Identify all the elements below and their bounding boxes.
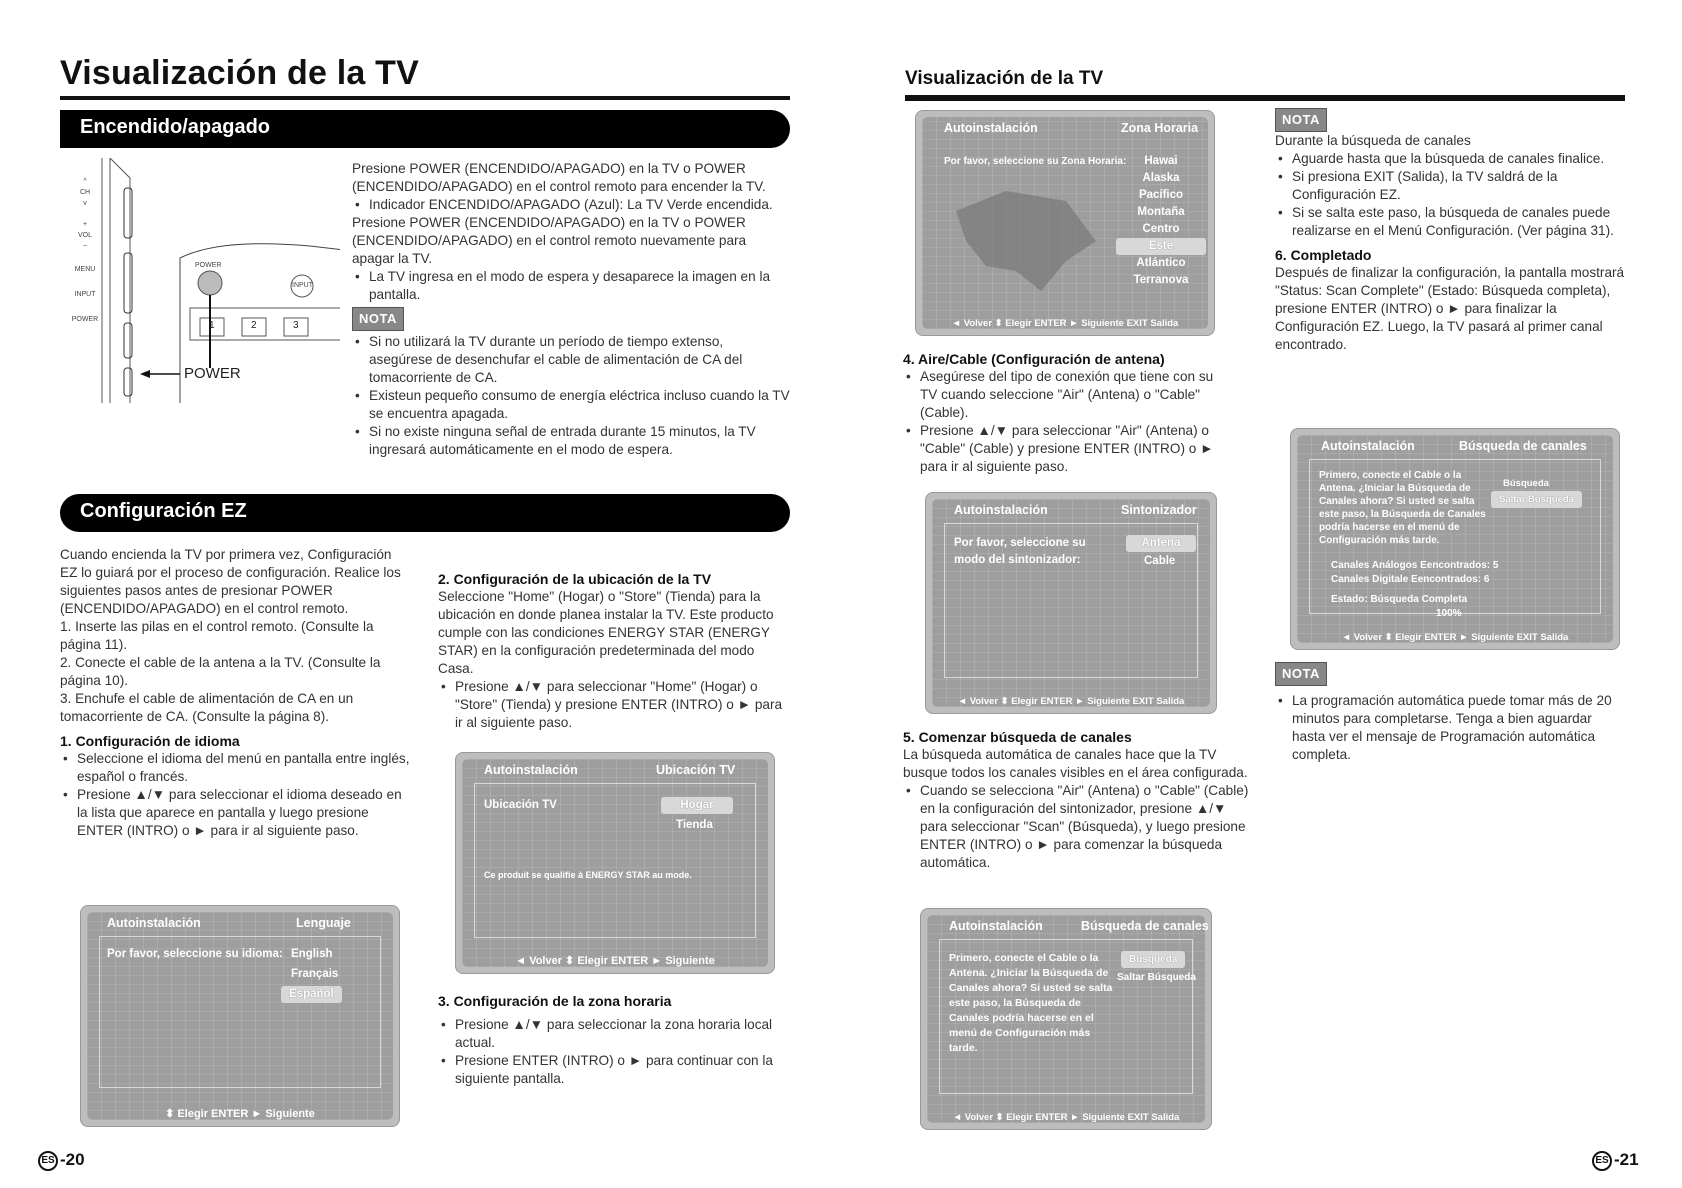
nota1-item: • Aguarde hasta que la búsqueda de canales finalice. (1275, 150, 1625, 168)
nota2-column (1275, 662, 1625, 764)
power-instructions (352, 160, 790, 459)
screen-prompt: Por favor, seleccione su modo del sintonizador: (954, 537, 1086, 566)
ch-up-icon: ^ (83, 178, 87, 185)
screen-footer: ◄ Volver ⬍ Elegir ENTER ► Siguiente EXIT Salida (951, 318, 1179, 329)
step1-item: • Seleccione el idioma del menú en pantalla entre inglés, español o francés. (60, 750, 410, 786)
screen-header-right: Lenguaje (296, 916, 351, 930)
step2-heading: 2. Configuración de la ubicación de la TV (438, 571, 712, 587)
nota-item: • Si no utilizará la TV durante un período de tiempo extenso, asegúrese de desenchufar el cable de alimentación de CA del tomacorriente de CA. (352, 333, 790, 387)
screen-option: Alaska (1142, 172, 1180, 184)
nota-item: • Si no existe ninguna señal de entrada durante 15 minutos, la TV ingresará automáticamente en el modo de espera. (352, 423, 790, 459)
remote-btn-1: 1 (209, 320, 215, 331)
screen-option: Hawai (1144, 155, 1178, 167)
screen-note: Ce produit se qualifie à ENERGY STAR au mode. (484, 870, 692, 880)
screen-option: Français (291, 968, 339, 980)
step2-text: Seleccione "Home" (Hogar) o "Store" (Tienda) para la ubicación en donde planea instalar la TV. Este producto cumple con las condiciones ENERGY STAR (ENERGY STAR) en la configuración predeterminada del modo Casa. (438, 589, 774, 676)
tv-side-labels (70, 176, 100, 325)
screen-analog-count: Canales Análogos Eencontrados: 5 (1331, 560, 1499, 571)
screen-timezone (915, 110, 1215, 336)
nota-badge: NOTA (352, 307, 404, 331)
screen-header-right: Ubicación TV (656, 763, 736, 777)
page-title-right: Visualización de la TV (905, 68, 1104, 89)
nota-badge: NOTA (1275, 662, 1327, 686)
screen-tuner (925, 492, 1217, 714)
nota-item: • Existeun pequeño consumo de energía eléctrica incluso cuando la TV se encuentra apagada. (352, 387, 790, 423)
page-title-left: Visualización de la TV (60, 54, 420, 92)
nota1-intro: Durante la búsqueda de canales (1275, 133, 1471, 148)
section-bar-ez (60, 494, 790, 532)
vol-down-icon: − (82, 243, 88, 250)
screen-language (80, 905, 400, 1127)
screen-option: Centro (1142, 223, 1180, 235)
screen-header-right: Búsqueda de canales (1459, 439, 1587, 453)
page-number-right: ES -21 (1592, 1150, 1639, 1171)
screen-header-left: Autoinstalación (944, 121, 1038, 135)
step3-column (438, 988, 790, 1088)
screen-label: Ubicación TV (484, 799, 557, 811)
ez-intro-column (60, 546, 410, 840)
screen-option-selected: Hogar (661, 797, 733, 814)
section-title-ez: Configuración EZ (80, 500, 247, 522)
screen-footer: ◄ Volver ⬍ Elegir ENTER ► Siguiente EXIT Salida (957, 696, 1185, 707)
step5-heading: 5. Comenzar búsqueda de canales (903, 729, 1132, 745)
screen-footer: ◄ Volver ⬍ Elegir ENTER ► Siguiente (515, 955, 715, 967)
screen-option: Saltar Búsqueda (1117, 972, 1196, 983)
step3-item: • Presione ▲/▼ para seleccionar la zona horaria local actual. (438, 1016, 790, 1052)
step1-item: • Presione ▲/▼ para seleccionar el idioma deseado en la lista que aparece en pantalla y luego presione ENTER (INTRO) o ► para ir al siguiente paso. (60, 786, 410, 840)
page-number-value: 21 (1619, 1150, 1639, 1169)
screen-option-selected: Este (1116, 238, 1206, 255)
screen-header-left: Autoinstalación (954, 503, 1048, 517)
title-rule-right (905, 95, 1625, 101)
screen-option: Montaña (1137, 206, 1185, 218)
step3-heading: 3. Configuración de la zona horaria (438, 993, 672, 1009)
screen-header-left: Autoinstalación (107, 916, 201, 930)
ez-intro: Cuando encienda la TV por primera vez, Configuración EZ lo guiará por el proceso de configuración. Realice los siguientes pasos antes de presionar POWER (ENCENDIDO/APAGADO) en el control remoto. (60, 547, 401, 616)
screen-header-left: Autoinstalación (1321, 439, 1415, 453)
screen-header-right: Zona Horaria (1121, 121, 1199, 135)
power-bullet-1: • Indicador ENCENDIDO/APAGADO (Azul): La TV Verde encendida. (352, 196, 790, 214)
screen-option: Cable (1144, 555, 1176, 567)
section-title-power: Encendido/apagado (80, 116, 271, 138)
ez-step: 1. Inserte las pilas en el control remoto. (Consulte la página 11). (60, 619, 374, 652)
remote-input-label: INPUT (292, 282, 313, 289)
screen-option: Atlántico (1136, 257, 1186, 269)
screen-footer: ⬍ Elegir ENTER ► Siguiente (165, 1108, 315, 1120)
menu-label: MENU (74, 266, 96, 273)
screen-text: Primero, conecte el Cable o la Antena. ¿Iniciar la Búsqueda de Canales ahora? Si usted se salta este paso, la Búsqueda de Canales podría hacerse en el menú de Configuración más tarde. (1319, 470, 1486, 546)
screen-channel-search (920, 908, 1212, 1130)
screen-header-left: Autoinstalación (484, 763, 578, 777)
screen-option: Pacífico (1138, 189, 1184, 201)
zone-options (1116, 153, 1206, 289)
step6-text: Después de finalizar la configuración, la pantalla mostrará "Status: Scan Complete" (Estado: Búsqueda completa), presione ENTER (INTRO) o ► para finalizar la Configuración EZ. Luego, la TV pasará al primer canal encontrado. (1275, 265, 1625, 352)
power-label: POWER (71, 316, 99, 323)
step3-item-2: • Presione ENTER (INTRO) o ► para continuar con la siguiente pantalla. (438, 1052, 790, 1088)
screen-option-selected: Antena (1126, 535, 1196, 552)
screen-text: Primero, conecte el Cable o la Antena. ¿Iniciar la Búsqueda de Canales ahora? Si usted se salta este paso, la Búsqueda de Canales podría hacerse en el menú de Configuración más tarde. (949, 952, 1113, 1054)
screen-search-complete (1290, 428, 1620, 650)
screen-prompt: Por favor, seleccione su idioma: (107, 948, 283, 960)
nota1-column (1275, 108, 1625, 354)
nota1-item: • Si se salta este paso, la búsqueda de canales puede realizarse en el Menú Configuración. (Ver página 31). (1275, 204, 1625, 240)
screen-header-right: Búsqueda de canales (1081, 919, 1209, 933)
screen-option-selected: Búsqueda (1121, 951, 1185, 968)
step2-column (438, 566, 790, 732)
screen-header-right: Sintonizador (1121, 503, 1197, 517)
section-bar-power (60, 110, 790, 148)
power-paragraph-2: Presione POWER (ENCENDIDO/APAGADO) en la TV o POWER (ENCENDIDO/APAGADO) en el control remoto nuevamente para apagar la TV. (352, 215, 747, 266)
step4-heading: 4. Aire/Cable (Configuración de antena) (903, 351, 1165, 367)
page-number-left: ES -20 (38, 1150, 85, 1171)
screen-option-selected: Español (281, 986, 342, 1003)
ch-down-icon: v (83, 200, 87, 207)
nota-badge: NOTA (1275, 108, 1327, 132)
step2-item: • Presione ▲/▼ para seleccionar "Home" (Hogar) o "Store" (Tienda) y presione ENTER (INTRO) o ► para ir al siguiente paso. (438, 678, 790, 732)
nota1-item: • Si presiona EXIT (Salida), la TV saldrá de la Configuración EZ. (1275, 168, 1625, 204)
input-label: INPUT (74, 291, 96, 298)
screen-prompt: Por favor, seleccione su Zona Horaria: (944, 156, 1127, 167)
remote-btn-2: 2 (251, 320, 257, 331)
page-number-value: 20 (65, 1150, 85, 1169)
title-rule-left (60, 96, 790, 100)
remote-power-label: POWER (195, 262, 222, 269)
tv-remote-illustration (70, 158, 340, 403)
nota2-item: • La programación automática puede tomar más de 20 minutos para completarse. Tenga a bien aguardar hasta ver el mensaje de Programación automática completa. (1275, 692, 1625, 764)
step4-column (903, 346, 1233, 476)
screen-header-left: Autoinstalación (949, 919, 1043, 933)
power-paragraph-1: Presione POWER (ENCENDIDO/APAGADO) en la TV o POWER (ENCENDIDO/APAGADO) en el control remoto para encender la TV. (352, 161, 766, 194)
remote-btn-3: 3 (293, 320, 299, 331)
screen-option: Tienda (676, 819, 713, 831)
screen-option: Terranova (1133, 274, 1189, 286)
ez-step: 2. Conecte el cable de la antena a la TV. (Consulte la página 10). (60, 655, 381, 688)
screen-digital-count: Canales Digitale Eencontrados: 6 (1331, 574, 1490, 585)
step5-column (903, 724, 1255, 872)
step4-item: • Asegúrese del tipo de conexión que tiene con su TV cuando seleccione "Air" (Antena) o "Cable" (Cable). (903, 368, 1233, 422)
screen-location (455, 752, 775, 974)
screen-option: English (291, 948, 333, 960)
screen-percent: 100% (1436, 608, 1462, 619)
screen-status: Estado: Búsqueda Completa (1331, 594, 1468, 605)
lang-badge-icon: ES (38, 1151, 58, 1171)
screen-footer: ◄ Volver ⬍ Elegir ENTER ► Siguiente EXIT Salida (952, 1112, 1180, 1123)
power-bullet-2: • La TV ingresa en el modo de espera y desaparece la imagen en la pantalla. (352, 268, 790, 304)
power-callout: POWER (184, 365, 241, 382)
ch-label: CH (79, 189, 91, 196)
step4-item: • Presione ▲/▼ para seleccionar "Air" (Antena) o "Cable" (Cable) y presione ENTER (INTRO) o ► para ir al siguiente paso. (903, 422, 1233, 476)
vol-up-icon: + (82, 221, 88, 228)
screen-option-selected: Saltar Búsqueda (1491, 491, 1582, 508)
ez-step: 3. Enchufe el cable de alimentación de CA en un tomacorriente de CA. (Consulte la página 8). (60, 691, 354, 724)
north-america-map-icon (946, 181, 1106, 301)
step5-text: La búsqueda automática de canales hace que la TV busque todos los canales visibles en el área configurada. (903, 747, 1248, 780)
lang-badge-icon: ES (1592, 1151, 1612, 1171)
step6-heading: 6. Completado (1275, 247, 1372, 263)
vol-label: VOL (77, 232, 92, 239)
step5-item: • Cuando se selecciona "Air" (Antena) o "Cable" (Cable) en la configuración del sintonizador, presione ▲/▼ para seleccionar "Scan" (Búsqueda), y luego presione ENTER (INTRO) o ► para comenzar la búsqueda automática. (903, 782, 1255, 872)
step1-heading: 1. Configuración de idioma (60, 733, 240, 749)
screen-option: Búsqueda (1503, 478, 1549, 489)
screen-footer: ◄ Volver ⬍ Elegir ENTER ► Siguiente EXIT Salida (1341, 632, 1569, 643)
